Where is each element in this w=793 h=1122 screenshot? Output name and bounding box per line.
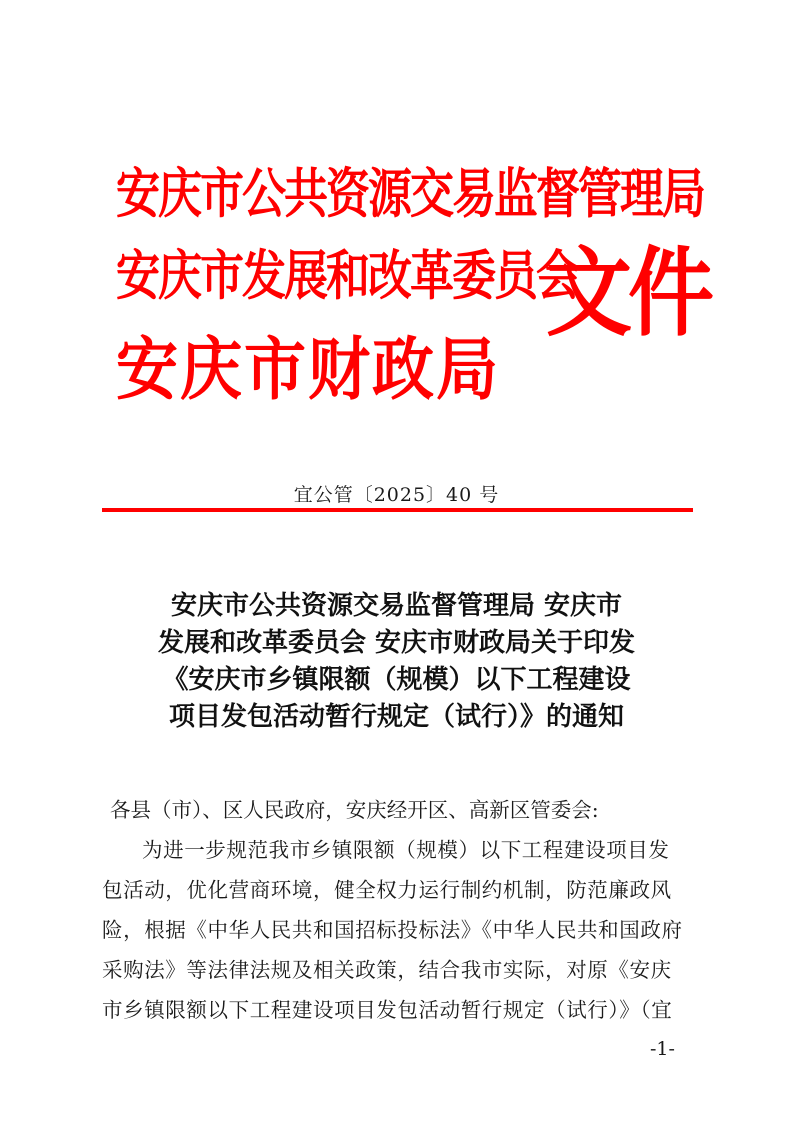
paragraph-line: 市乡镇限额以下工程建设项目发包活动暂行规定（试行）》（宜 bbox=[102, 998, 673, 1022]
page-number: -1- bbox=[650, 1038, 675, 1060]
body-text bbox=[102, 790, 694, 1030]
document-number: 宜公管〔2025〕40 号 bbox=[293, 484, 500, 506]
addressee-line: 各县（市）、区人民政府，安庆经开区、高新区管委会: bbox=[110, 798, 599, 822]
issuer-development-reform-commission: 安庆市发展和改革委员会 bbox=[116, 245, 578, 308]
issuer-public-resources-bureau: 安庆市公共资源交易监督管理局 bbox=[116, 163, 704, 226]
document-type-label: 文件 bbox=[546, 237, 710, 351]
paragraph-line: 为进一步规范我市乡镇限额（规模）以下工程建设项目发 bbox=[142, 838, 670, 862]
notice-title bbox=[110, 588, 683, 736]
title-line: 项目发包活动暂行规定（试行）》的通知 bbox=[168, 702, 624, 732]
red-divider-line bbox=[102, 508, 693, 512]
title-line: 《安庆市乡镇限额（规模）以下工程建设 bbox=[162, 665, 631, 695]
paragraph-line: 包活动，优化营商环境，健全权力运行制约机制，防范廉政风 bbox=[102, 878, 672, 902]
title-line: 安庆市公共资源交易监督管理局 安庆市 bbox=[170, 591, 623, 621]
paragraph-line: 采购法》等法律法规及相关政策，结合我市实际，对原《安庆 bbox=[102, 958, 672, 982]
issuer-finance-bureau: 安庆市财政局 bbox=[116, 329, 501, 410]
paragraph-line: 险，根据《中华人民共和国招标投标法》《中华人民共和国政府 bbox=[102, 918, 683, 942]
title-line: 发展和改革委员会 安庆市财政局关于印发 bbox=[157, 628, 636, 658]
red-masthead bbox=[116, 150, 710, 420]
